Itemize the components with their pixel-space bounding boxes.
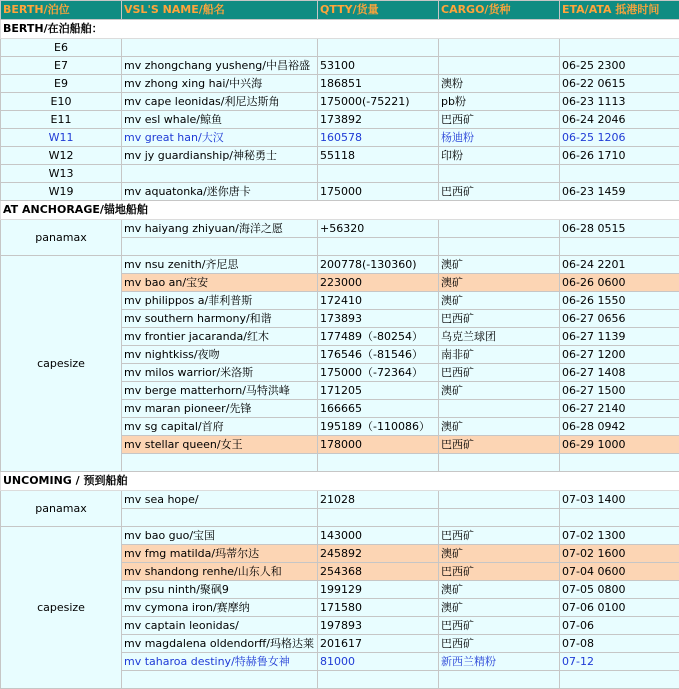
quantity-cell[interactable]: 173893 [318,310,439,328]
eta-cell[interactable]: 07-08 [560,635,679,653]
eta-cell[interactable] [560,39,679,57]
cargo-cell[interactable]: 澳矿 [439,599,560,617]
vessel-name-cell[interactable]: mv captain leonidas/ [122,617,318,635]
vessel-name-cell[interactable]: mv shandong renhe/山东人和 [122,563,318,581]
quantity-cell[interactable]: 175000 [318,183,439,201]
cargo-cell[interactable]: 印粉 [439,147,560,165]
table-row [1,491,679,509]
vessel-name-cell[interactable]: mv magdalena oldendorff/玛格达莱 [122,635,318,653]
table-row [1,129,679,147]
table-row [1,93,679,111]
cargo-cell[interactable] [439,454,560,472]
berth-cell[interactable]: E11 [1,111,122,129]
header-eta[interactable]: ETA/ATA 抵港时间 [560,1,679,20]
cargo-cell[interactable]: 巴西矿 [439,364,560,382]
table-row [1,39,679,57]
vessel-name-cell[interactable]: mv nightkiss/夜吻 [122,346,318,364]
quantity-cell[interactable]: 254368 [318,563,439,581]
eta-cell[interactable]: 06-25 1206 [560,129,679,147]
cargo-cell[interactable]: 杨迪粉 [439,129,560,147]
berth-cell[interactable]: W12 [1,147,122,165]
table-row [1,220,679,238]
vessel-name-cell[interactable]: mv haiyang zhiyuan/海洋之愿 [122,220,318,238]
cargo-cell[interactable]: 新西兰精粉 [439,653,560,671]
cargo-cell[interactable] [439,220,560,238]
quantity-cell[interactable] [318,454,439,472]
vessel-name-cell[interactable]: mv berge matterhorn/马特洪峰 [122,382,318,400]
cargo-cell[interactable]: 巴西矿 [439,527,560,545]
berth-cell[interactable]: W19 [1,183,122,201]
eta-cell[interactable]: 07-05 0800 [560,581,679,599]
cargo-cell[interactable]: 澳矿 [439,382,560,400]
cargo-cell[interactable]: 南非矿 [439,346,560,364]
eta-cell[interactable]: 06-26 1550 [560,292,679,310]
quantity-cell[interactable]: 177489（-80254） [318,328,439,346]
vessel-name-cell[interactable]: mv bao an/宝安 [122,274,318,292]
quantity-cell[interactable]: 166665 [318,400,439,418]
cargo-cell[interactable]: pb粉 [439,93,560,111]
table-row [1,527,679,545]
vessel-name-cell[interactable]: mv sea hope/ [122,491,318,509]
quantity-cell[interactable] [318,238,439,256]
quantity-cell[interactable]: 195189（-110086） [318,418,439,436]
eta-cell[interactable]: 06-27 1408 [560,364,679,382]
section-row [1,20,679,39]
vessel-name-cell[interactable]: mv great han/大汉 [122,129,318,147]
berth-cell[interactable]: E6 [1,39,122,57]
cargo-cell[interactable]: 巴西矿 [439,617,560,635]
vessel-name-cell[interactable] [122,454,318,472]
eta-cell[interactable]: 06-26 1710 [560,147,679,165]
quantity-cell[interactable]: 81000 [318,653,439,671]
header-cargo[interactable]: CARGO/货种 [439,1,560,20]
berth-cell[interactable]: E10 [1,93,122,111]
cargo-cell[interactable]: 澳粉 [439,75,560,93]
table-row [1,147,679,165]
vessel-class-cell[interactable]: panamax [1,220,122,256]
eta-cell[interactable] [560,454,679,472]
quantity-cell[interactable]: 199129 [318,581,439,599]
vessel-name-cell[interactable]: mv bao guo/宝国 [122,527,318,545]
section-title[interactable]: AT ANCHORAGE/锚地船舶 [1,201,679,220]
header-row [1,1,679,20]
eta-cell[interactable]: 06-27 0656 [560,310,679,328]
cargo-cell[interactable] [439,238,560,256]
table-row [1,111,679,129]
cargo-cell[interactable] [439,165,560,183]
cargo-cell[interactable] [439,671,560,689]
vessel-name-cell[interactable]: mv maran pioneer/先锋 [122,400,318,418]
eta-cell[interactable]: 06-27 2140 [560,400,679,418]
eta-cell[interactable]: 06-26 0600 [560,274,679,292]
cargo-cell[interactable]: 澳矿 [439,292,560,310]
eta-cell[interactable]: 07-06 0100 [560,599,679,617]
quantity-cell[interactable] [318,165,439,183]
vessel-name-cell[interactable]: mv taharoa destiny/特赫鲁女神 [122,653,318,671]
vessel-class-cell[interactable]: panamax [1,491,122,527]
table-row [1,165,679,183]
vessel-name-cell[interactable]: mv sg capital/首府 [122,418,318,436]
vessel-name-cell[interactable]: mv southern harmony/和谐 [122,310,318,328]
eta-cell[interactable]: 07-02 1600 [560,545,679,563]
eta-cell[interactable]: 06-27 1200 [560,346,679,364]
eta-cell[interactable]: 07-12 [560,653,679,671]
section-row [1,472,679,491]
quantity-cell[interactable]: 171205 [318,382,439,400]
table-row [1,183,679,201]
eta-cell[interactable]: 06-28 0515 [560,220,679,238]
cargo-cell[interactable]: 澳矿 [439,274,560,292]
quantity-cell[interactable]: 171580 [318,599,439,617]
vessel-name-cell[interactable] [122,509,318,527]
quantity-cell[interactable]: 175000(-75221) [318,93,439,111]
vessel-name-cell[interactable]: mv nsu zenith/齐尼思 [122,256,318,274]
cargo-cell[interactable]: 巴西矿 [439,310,560,328]
cargo-cell[interactable] [439,400,560,418]
cargo-cell[interactable]: 澳矿 [439,256,560,274]
cargo-cell[interactable]: 澳矿 [439,581,560,599]
vessel-class-cell[interactable]: capesize [1,527,122,689]
berth-cell[interactable]: E9 [1,75,122,93]
berth-cell[interactable]: E7 [1,57,122,75]
quantity-cell[interactable]: 21028 [318,491,439,509]
vessel-name-cell[interactable]: mv fmg matilda/玛蒂尔达 [122,545,318,563]
cargo-cell[interactable] [439,491,560,509]
vessel-name-cell[interactable]: mv stellar queen/女王 [122,436,318,454]
eta-cell[interactable] [560,509,679,527]
eta-cell[interactable]: 06-25 2300 [560,57,679,75]
cargo-cell[interactable]: 澳矿 [439,418,560,436]
cargo-cell[interactable]: 巴西矿 [439,563,560,581]
header-quantity[interactable]: QTTY/货量 [318,1,439,20]
section-row [1,201,679,220]
vessel-name-cell[interactable]: mv frontier jacaranda/红木 [122,328,318,346]
vessel-name-cell[interactable]: mv jy guardianship/神秘勇士 [122,147,318,165]
quantity-cell[interactable]: 53100 [318,57,439,75]
eta-cell[interactable]: 06-27 1139 [560,328,679,346]
quantity-cell[interactable]: 172410 [318,292,439,310]
vessel-name-cell[interactable]: mv aquatonka/迷你唐卡 [122,183,318,201]
eta-cell[interactable]: 07-04 0600 [560,563,679,581]
quantity-cell[interactable]: 186851 [318,75,439,93]
cargo-cell[interactable]: 巴西矿 [439,436,560,454]
quantity-cell[interactable]: 173892 [318,111,439,129]
quantity-cell[interactable]: 178000 [318,436,439,454]
eta-cell[interactable]: 07-03 1400 [560,491,679,509]
quantity-cell[interactable] [318,671,439,689]
quantity-cell[interactable]: 201617 [318,635,439,653]
eta-cell[interactable] [560,238,679,256]
table-row [1,57,679,75]
vessel-name-cell[interactable]: mv psu ninth/聚砜9 [122,581,318,599]
quantity-cell[interactable]: 223000 [318,274,439,292]
eta-cell[interactable]: 06-23 1459 [560,183,679,201]
eta-cell[interactable]: 06-28 0942 [560,418,679,436]
quantity-cell[interactable] [318,509,439,527]
eta-cell[interactable]: 06-29 1000 [560,436,679,454]
vessel-name-cell[interactable] [122,165,318,183]
cargo-cell[interactable] [439,39,560,57]
vessel-name-cell[interactable] [122,671,318,689]
cargo-cell[interactable]: 巴西矿 [439,183,560,201]
cargo-cell[interactable]: 巴西矿 [439,111,560,129]
quantity-cell[interactable]: 200778(-130360) [318,256,439,274]
cargo-cell[interactable] [439,57,560,75]
eta-cell[interactable] [560,165,679,183]
vessel-name-cell[interactable] [122,238,318,256]
vessel-name-cell[interactable] [122,39,318,57]
header-berth[interactable]: BERTH/泊位 [1,1,122,20]
eta-cell[interactable]: 07-02 1300 [560,527,679,545]
table-row [1,256,679,274]
cargo-cell[interactable] [439,509,560,527]
header-vessel-name[interactable]: VSL'S NAME/船名 [122,1,318,20]
eta-cell[interactable] [560,671,679,689]
vessel-name-cell[interactable]: mv cape leonidas/利尼达斯角 [122,93,318,111]
quantity-cell[interactable]: 176546（-81546） [318,346,439,364]
eta-cell[interactable]: 06-27 1500 [560,382,679,400]
vessel-class-cell[interactable]: capesize [1,256,122,472]
quantity-cell[interactable]: +56320 [318,220,439,238]
quantity-cell[interactable]: 245892 [318,545,439,563]
vessel-name-cell[interactable]: mv philippos a/菲利普斯 [122,292,318,310]
berth-cell[interactable]: W13 [1,165,122,183]
berth-cell[interactable]: W11 [1,129,122,147]
eta-cell[interactable]: 07-06 [560,617,679,635]
quantity-cell[interactable]: 55118 [318,147,439,165]
vessel-name-cell[interactable]: mv esl whale/鲸鱼 [122,111,318,129]
section-title[interactable]: UNCOMING / 预到船舶 [1,472,679,491]
vessel-name-cell[interactable]: mv zhongchang yusheng/中昌裕盛 [122,57,318,75]
cargo-cell[interactable]: 巴西矿 [439,635,560,653]
eta-cell[interactable]: 06-23 1113 [560,93,679,111]
eta-cell[interactable]: 06-22 0615 [560,75,679,93]
table-body [1,1,679,689]
cargo-cell[interactable]: 澳矿 [439,545,560,563]
vessel-name-cell[interactable]: mv milos warrior/米洛斯 [122,364,318,382]
quantity-cell[interactable] [318,39,439,57]
quantity-cell[interactable]: 197893 [318,617,439,635]
eta-cell[interactable]: 06-24 2201 [560,256,679,274]
section-title[interactable]: BERTH/在泊船舶： [1,20,679,39]
quantity-cell[interactable]: 143000 [318,527,439,545]
vessel-name-cell[interactable]: mv zhong xing hai/中兴海 [122,75,318,93]
table-row [1,75,679,93]
eta-cell[interactable]: 06-24 2046 [560,111,679,129]
vessel-name-cell[interactable]: mv cymona iron/赛摩纳 [122,599,318,617]
cargo-cell[interactable]: 乌克兰球团 [439,328,560,346]
quantity-cell[interactable]: 160578 [318,129,439,147]
quantity-cell[interactable]: 175000（-72364） [318,364,439,382]
